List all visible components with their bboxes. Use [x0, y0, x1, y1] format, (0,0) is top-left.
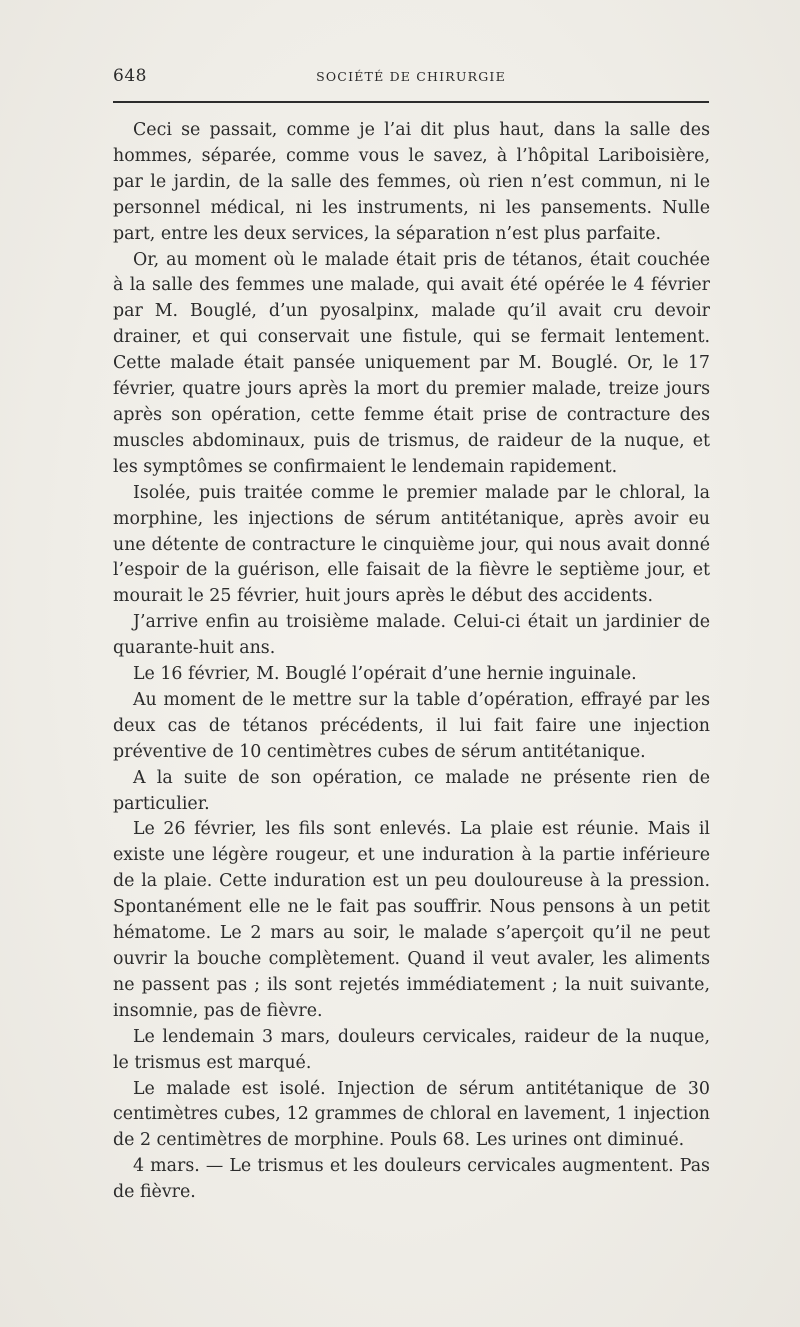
- paragraph: Ceci se passait, comme je l’ai dit plus haut, dans la salle des hommes, séparée, comme vous le savez, à l’hôpital Lariboisière, par le jardin, de la salle des femmes, où rien n’est commun, ni le personnel médical, ni les instruments, ni les pansements. Nulle part, entre les deux services, la séparation n’est plus parfaite.: [113, 120, 710, 244]
- running-head: SOCIÉTÉ DE CHIRURGIE: [316, 69, 506, 84]
- body-text: [113, 118, 710, 1206]
- paragraph: J’arrive enfin au troisième malade. Celui-ci était un jardinier de quarante-huit ans.: [113, 612, 710, 659]
- paragraph: Le lendemain 3 mars, douleurs cervicales, raideur de la nuque, le trismus est marqué.: [113, 1026, 710, 1073]
- paragraph: Or, au moment où le malade était pris de tétanos, était couchée à la salle des femmes une malade, qui avait été opérée le 4 février par M. Bouglé, d’un pyosalpinx, malade qu’il avait cru devoir drainer, et qui conservait une fistule, qui se fermait lentement. Cette malade était pansée uniquement par M. Bouglé. Or, le 17 février, quatre jours après la mort du premier malade, treize jours après son opération, cette femme était prise de contracture des muscles abdominaux, puis de trismus, de raideur de la nuque, et les symptômes se confirmaient le lendemain rapidement.: [113, 249, 710, 477]
- paragraph: Le 26 février, les fils sont enlevés. La plaie est réunie. Mais il existe une légère rougeur, et une induration à la partie inférieure de la plaie. Cette induration est un peu douloureuse à la pression. Spontanément elle ne le fait pas souffrir. Nous pensons à un petit hématome. Le 2 mars au soir, le malade s’aperçoit qu’il ne peut ouvrir la bouche complètement. Quand il veut avaler, les aliments ne passent pas ; ils sont rejetés immédiatement ; la nuit suivante, insomnie, pas de fièvre.: [113, 819, 710, 1021]
- paragraph: Le 16 février, M. Bouglé l’opérait d’une hernie inguinale.: [133, 664, 637, 685]
- header-rule: [113, 101, 709, 103]
- paragraph: Au moment de le mettre sur la table d’opération, effrayé par les deux cas de tétanos précédents, il lui fait faire une injection préventive de 10 centimètres cubes de sérum antitétanique.: [113, 689, 710, 762]
- paragraph: A la suite de son opération, ce malade ne présente rien de particulier.: [113, 767, 710, 814]
- paragraph: Le malade est isolé. Injection de sérum antitétanique de 30 centimètres cubes, 12 grammes de chloral en lavement, 1 injection de 2 centimètres de morphine. Pouls 68. Les urines ont diminué.: [113, 1078, 710, 1151]
- paragraph: 4 mars. — Le trismus et les douleurs cervicales augmentent. Pas de fièvre.: [113, 1156, 710, 1203]
- paragraph: Isolée, puis traitée comme le premier malade par le chloral, la morphine, les injections de sérum antitétanique, après avoir eu une détente de contracture le cinquième jour, qui nous avait donné l’espoir de la guérison, elle faisait de la fièvre le septième jour, et mourait le 25 février, huit jours après le début des accidents.: [113, 482, 710, 607]
- page-number: 648: [113, 66, 147, 86]
- page-header: [113, 66, 709, 88]
